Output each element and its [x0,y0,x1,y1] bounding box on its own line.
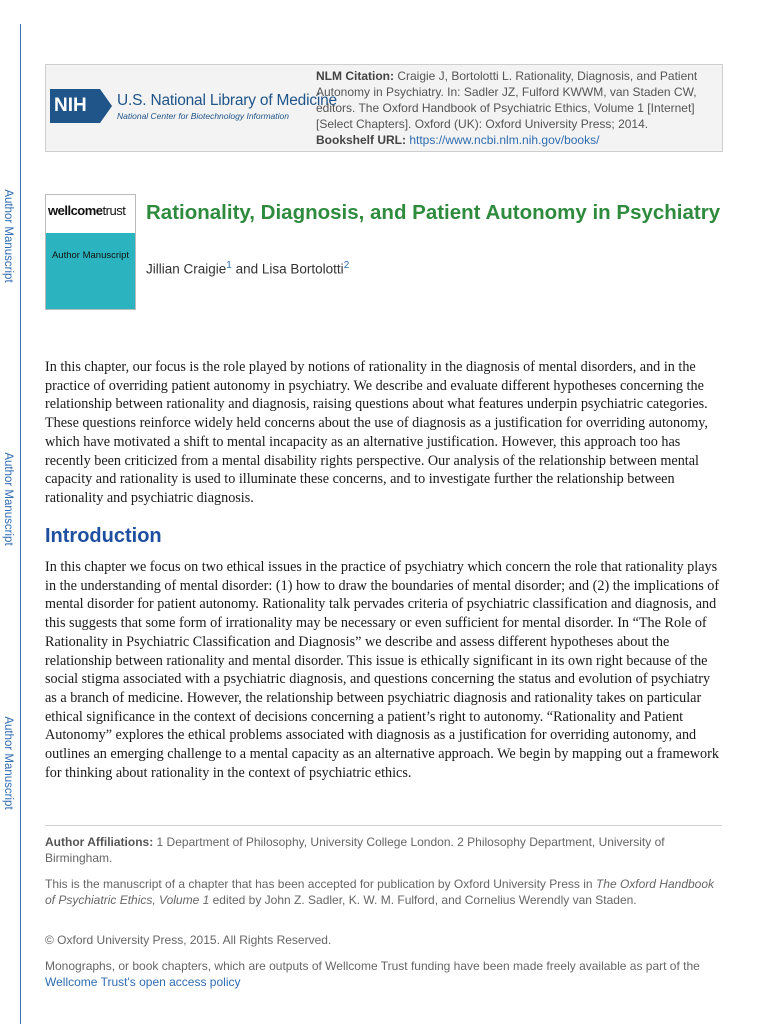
margin-rule [20,24,21,1024]
author-name: Jillian Craigie [146,261,227,277]
side-label-author-manuscript: Author Manuscript [2,452,14,546]
citation-box [45,64,723,152]
nih-logo[interactable] [50,89,337,125]
author-affiliation-link[interactable]: 1 [226,260,232,271]
nih-library-name: U.S. National Library of Medicine [117,92,337,109]
nlm-citation-label: NLM Citation: [316,69,394,83]
wellcome-funding-note: Monographs, or book chapters, which are outputs of Wellcome Trust funding have been made freely available as part of the Wellcome Trust's open access policy [45,959,700,989]
nlm-citation-body: Craigie J, Bortolotti L. Rationality, Diagnosis, and Patient Autonomy in Psychiatry. In: Sadler JZ, Fulford KWWM, van Staden CW, editors. The Oxford Handbook of Psychiatric Ethics, Volume 1 [Internet] [Select Chapters]. Oxford (UK): Oxford University Press; 2014. [316,69,698,131]
wellcome-trust-logo: wellcometrust [48,203,126,218]
author-affiliation-link[interactable]: 2 [343,260,350,271]
wellcome-trust-badge [45,194,136,310]
introduction-paragraph: In this chapter we focus on two ethical issues in the practice of psychiatry which concern the role that rationality plays in the understanding of mental disorder: (1) how to draw the boundaries of mental disorder; and (2) the implications of mental disorder for patient autonomy. Rationality talk pervades criteria of psychiatric classification and diagnosis, and this suggests that some form of irrationality may be necessary or even sufficient for mental disorder. In “The Role of Rationality in Psychiatric Classification and Diagnosis” we describe and assess different hypotheses about the relationship between rationality and mental disorder. This issue is ethically significant in its own right because of the social stigma associated with a psychiatric diagnosis, and questions concerning the status and evolution of psychiatry as a branch of medicine. However, the relationship between psychiatric diagnosis and rationality takes on particular ethical significance in the context of decisions concerning a patient’s right to autonomy. “Rationality and Patient Autonomy” explores the ethical problems associated with diagnosis as a justification for overriding autonomy, and outlines an emerging challenge to a mental capacity as an alternative approach. We begin by mapping out a framework for thinking about rationality in the context of psychiatric ethics. [45,559,720,781]
side-label-author-manuscript: Author Manuscript [2,716,14,810]
affiliations-label: Author Affiliations: [45,835,154,849]
bookshelf-url-link[interactable]: https://www.ncbi.nlm.nih.gov/books/ [409,133,600,147]
book-title: The Oxford Handbook of Psychiatric Ethics, Volume 1 [45,877,715,907]
introduction-heading: Introduction [45,525,162,547]
footer-divider [45,825,722,826]
wellcome-author-manuscript-label: Author Manuscript [51,250,130,261]
author-affiliations: Author Affiliations: 1 Department of Philosophy, University College London. 2 Philosophy Department, University of Birmingham. [45,835,665,865]
author-name: Lisa Bortolotti [261,261,344,277]
wellcome-teal-panel [46,233,135,309]
nih-subtitle: National Center for Biotechnology Information [117,111,289,121]
copyright-notice: © Oxford University Press, 2015. All Rights Reserved. [45,933,332,947]
citation-text [316,68,722,148]
manuscript-note: This is the manuscript of a chapter that has been accepted for publication by Oxford University Press in The Oxford Handbook of Psychiatric Ethics, Volume 1 edited by John Z. Sadler, K. W. M. Fulford, and Cornelius Werendly van Staden. [45,877,715,907]
side-label-author-manuscript: Author Manuscript [2,189,14,283]
bookshelf-url-label: Bookshelf URL: [316,133,406,147]
article-authors: Jillian Craigie$^1$ and Lisa Bortolotti$^2$ [146,260,350,277]
article-title: Rationality, Diagnosis, and Patient Autonomy in Psychiatry [146,201,721,224]
nih-badge: NIH [50,89,100,123]
open-access-policy-link[interactable]: Wellcome Trust's open access policy [45,975,241,989]
abstract-paragraph: In this chapter, our focus is the role played by notions of rationality in the diagnosis of mental disorders, and in the practice of overriding patient autonomy in psychiatry. We describe and evaluate different hypotheses concerning the relationship between rationality and diagnosis, raising questions about what features underpin psychiatric categories. These questions reinforce widely held concerns about the use of diagnosis as a justification for overriding autonomy, which have motivated a shift to mental incapacity as an alternative justification. However, this approach too has recently been criticized from a mental disability rights perspective. Our analysis of the relationship between mental capacity and rationality is used to illuminate these concerns, and to investigate further the relationship between rationality and psychiatric diagnosis. [45,359,708,506]
